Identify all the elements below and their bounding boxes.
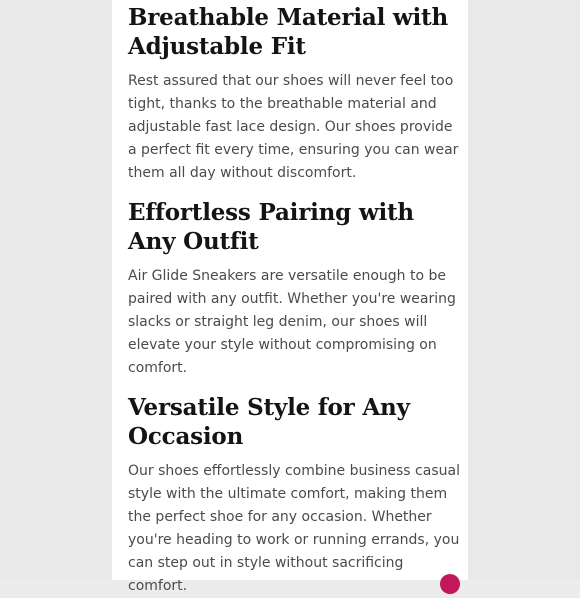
section-heading: Effortless Pairing with Any Outfit [128, 199, 414, 255]
section-breathable-material [128, 3, 460, 185]
floating-action-button[interactable] [440, 574, 460, 594]
section-body: Our shoes effortlessly combine business casual style with the ultimate comfort, making them the perfect shoe for any occasion. Whether you're heading to work or running errands, you can step out in style without sacrificing comfort. [128, 463, 460, 594]
section-versatile-style [128, 393, 460, 598]
section-effortless-pairing [128, 198, 460, 380]
left-background-margin [0, 0, 112, 580]
product-description-panel [112, 0, 468, 594]
section-heading: Breathable Material with Adjustable Fit [128, 4, 449, 60]
section-body: Rest assured that our shoes will never feel too tight, thanks to the breathable material and adjustable fast lace design. Our shoes provide a perfect fit every time, ensuring you can wear them all day without discomfort. [128, 73, 459, 181]
description-content [128, 3, 460, 598]
section-body: Air Glide Sneakers are versatile enough to be paired with any outfit. Whether you're wearing slacks or straight leg denim, our shoes will elevate your style without compromising on comfort. [128, 268, 456, 376]
section-heading: Versatile Style for Any Occasion [128, 394, 410, 450]
right-background-margin [468, 0, 580, 580]
